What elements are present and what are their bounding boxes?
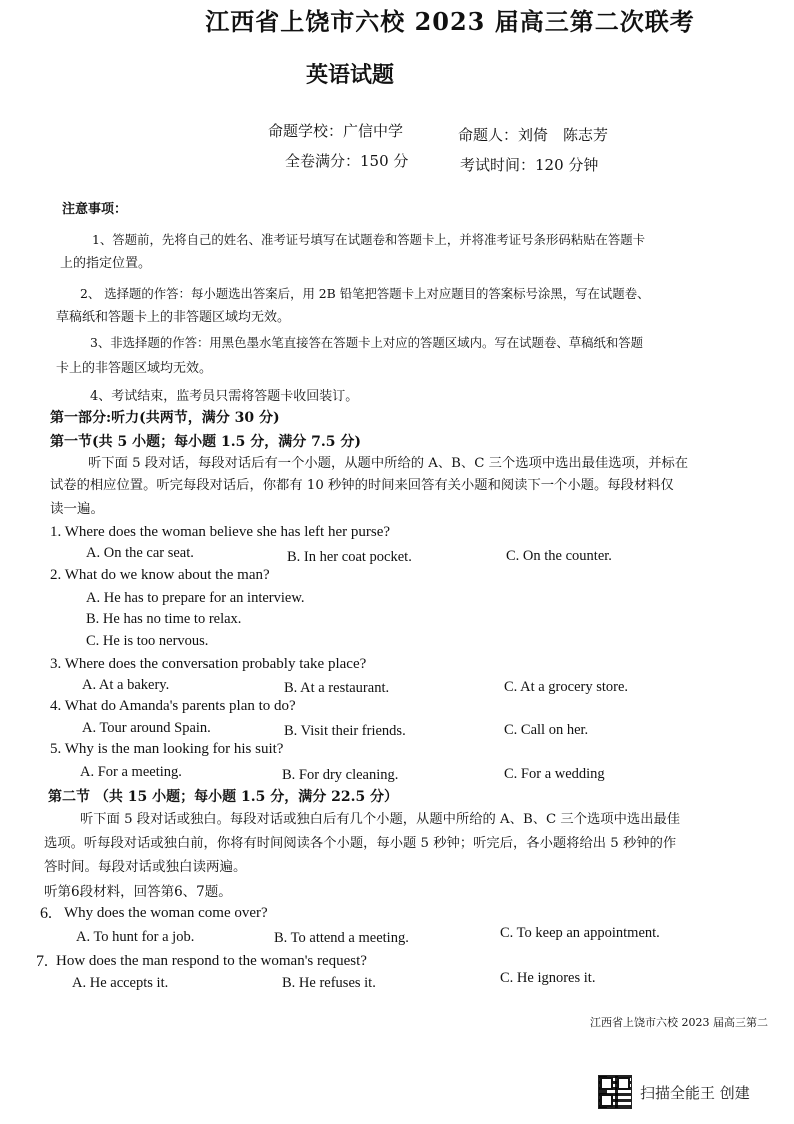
exam-subtitle: 英语试题 — [305, 62, 394, 88]
question-2-option-a: A. He has to prepare for an interview. — [86, 590, 305, 606]
question-3-option-a: A. At a bakery. — [82, 677, 170, 693]
section2-heading: 第二节 （共 15 小题；每小题 1.5 分，满分 22.5 分） — [48, 789, 399, 805]
question-6-option-a: A. To hunt for a job. — [76, 929, 195, 945]
notice-line-3b: 卡上的非答题区域均无效。 — [56, 361, 213, 376]
notice-line-3a: 3、非选择题的作答：用黑色墨水笔直接答在答题卡上对应的答题区域内。写在试题卷、草稿纸和答题 — [90, 335, 644, 350]
notice-line-1b: 上的指定位置。 — [60, 256, 152, 271]
school-label: 命题学校：广信中学 — [268, 122, 404, 140]
question-6-stem: Why does the woman come over? — [64, 905, 268, 921]
question-7-option-a: A. He accepts it. — [72, 975, 169, 991]
question-4-option-a: A. Tour around Spain. — [82, 720, 211, 736]
scanner-watermark: 扫描全能王 创建 — [640, 1084, 750, 1102]
exam-title: 江西省上饶市六校 2023 届高三第二次联考 — [205, 7, 695, 36]
notice-line-4: 4、考试结束，监考员只需将答题卡收回装订。 — [90, 389, 359, 404]
material-label: 听第6段材料，回答第6、7题。 — [44, 884, 232, 900]
section1-intro-a: 听下面 5 段对话，每段对话后有一个小题，从题中所给的 A、B、C 三个选项中选出最佳选项，并标在 — [88, 456, 689, 471]
author-label: 命题人：刘倚 陈志芳 — [458, 126, 609, 144]
question-1-stem: 1. Where does the woman believe she has left her purse? — [50, 524, 391, 540]
question-4-option-b: B. Visit their friends. — [284, 723, 406, 739]
notice-line-2b: 草稿纸和答题卡上的非答题区域均无效。 — [56, 310, 291, 325]
question-7-option-c: C. He ignores it. — [500, 970, 596, 986]
section2-intro-b: 选项。听每段对话或独白前，你将有时间阅读各个小题，每小题 5 秒钟；听完后，各小题将给出 5 秒钟的作 — [44, 836, 677, 851]
question-1-option-a: A. On the car seat. — [86, 545, 194, 561]
question-6-option-b: B. To attend a meeting. — [274, 930, 409, 946]
notice-line-1a: 1、答题前，先将自己的姓名、准考证号填写在试题卷和答题卡上，并将准考证号条形码粘贴在答题卡 — [92, 232, 646, 247]
question-3-option-c: C. At a grocery store. — [504, 679, 629, 695]
section1-intro-c: 读一遍。 — [50, 501, 104, 517]
question-1-option-c: C. On the counter. — [506, 548, 612, 564]
question-3-stem: 3. Where does the conversation probably take place? — [50, 656, 367, 672]
section1-heading: 第一节(共 5 小题；每小题 1.5 分，满分 7.5 分) — [50, 434, 361, 450]
question-2-option-c: C. He is too nervous. — [86, 633, 209, 649]
qr-code-icon — [598, 1075, 632, 1109]
question-2-option-b: B. He has no time to relax. — [86, 611, 242, 627]
section1-intro-b: 试卷的相应位置。听完每段对话后，你都有 10 秒钟的时间来回答有关小题和阅读下一个小题。每段材料仅 — [50, 478, 674, 493]
time-label: 考试时间：120 分钟 — [460, 156, 599, 174]
notice-heading: 注意事项： — [62, 202, 128, 217]
question-3-option-b: B. At a restaurant. — [284, 680, 390, 696]
question-1-option-b: B. In her coat pocket. — [287, 549, 412, 565]
score-label: 全卷满分：150 分 — [285, 152, 409, 170]
section2-intro-a: 听下面 5 段对话或独白。每段对话或独白后有几个小题，从题中所给的 A、B、C 三个选项中选出最佳 — [80, 812, 681, 827]
question-7-stem: How does the man respond to the woman's request? — [56, 953, 367, 969]
question-5-stem: 5. Why is the man looking for his suit? — [50, 741, 284, 757]
section2-intro-c: 答时间。每段对话或独白读两遍。 — [44, 859, 247, 875]
question-5-option-a: A. For a meeting. — [80, 764, 182, 780]
question-7-option-b: B. He refuses it. — [282, 975, 376, 991]
question-2-stem: 2. What do we know about the man? — [50, 567, 270, 583]
part1-heading: 第一部分:听力(共两节，满分 30 分) — [50, 410, 280, 426]
notice-line-2a: 2、 选择题的作答：每小题选出答案后，用 2B 铅笔把答题卡上对应题目的答案标号涂黑，写在试题卷、 — [80, 286, 650, 301]
question-4-stem: 4. What do Amanda's parents plan to do? — [50, 698, 296, 714]
question-6-option-c: C. To keep an appointment. — [500, 925, 660, 941]
question-5-option-c: C. For a wedding — [504, 766, 605, 782]
question-7-number: 7. — [36, 953, 48, 970]
question-4-option-c: C. Call on her. — [504, 722, 589, 738]
running-footer: 江西省上饶市六校 2023 届高三第二 — [590, 1016, 768, 1029]
question-6-number: 6. — [40, 905, 52, 922]
question-5-option-b: B. For dry cleaning. — [282, 767, 399, 783]
